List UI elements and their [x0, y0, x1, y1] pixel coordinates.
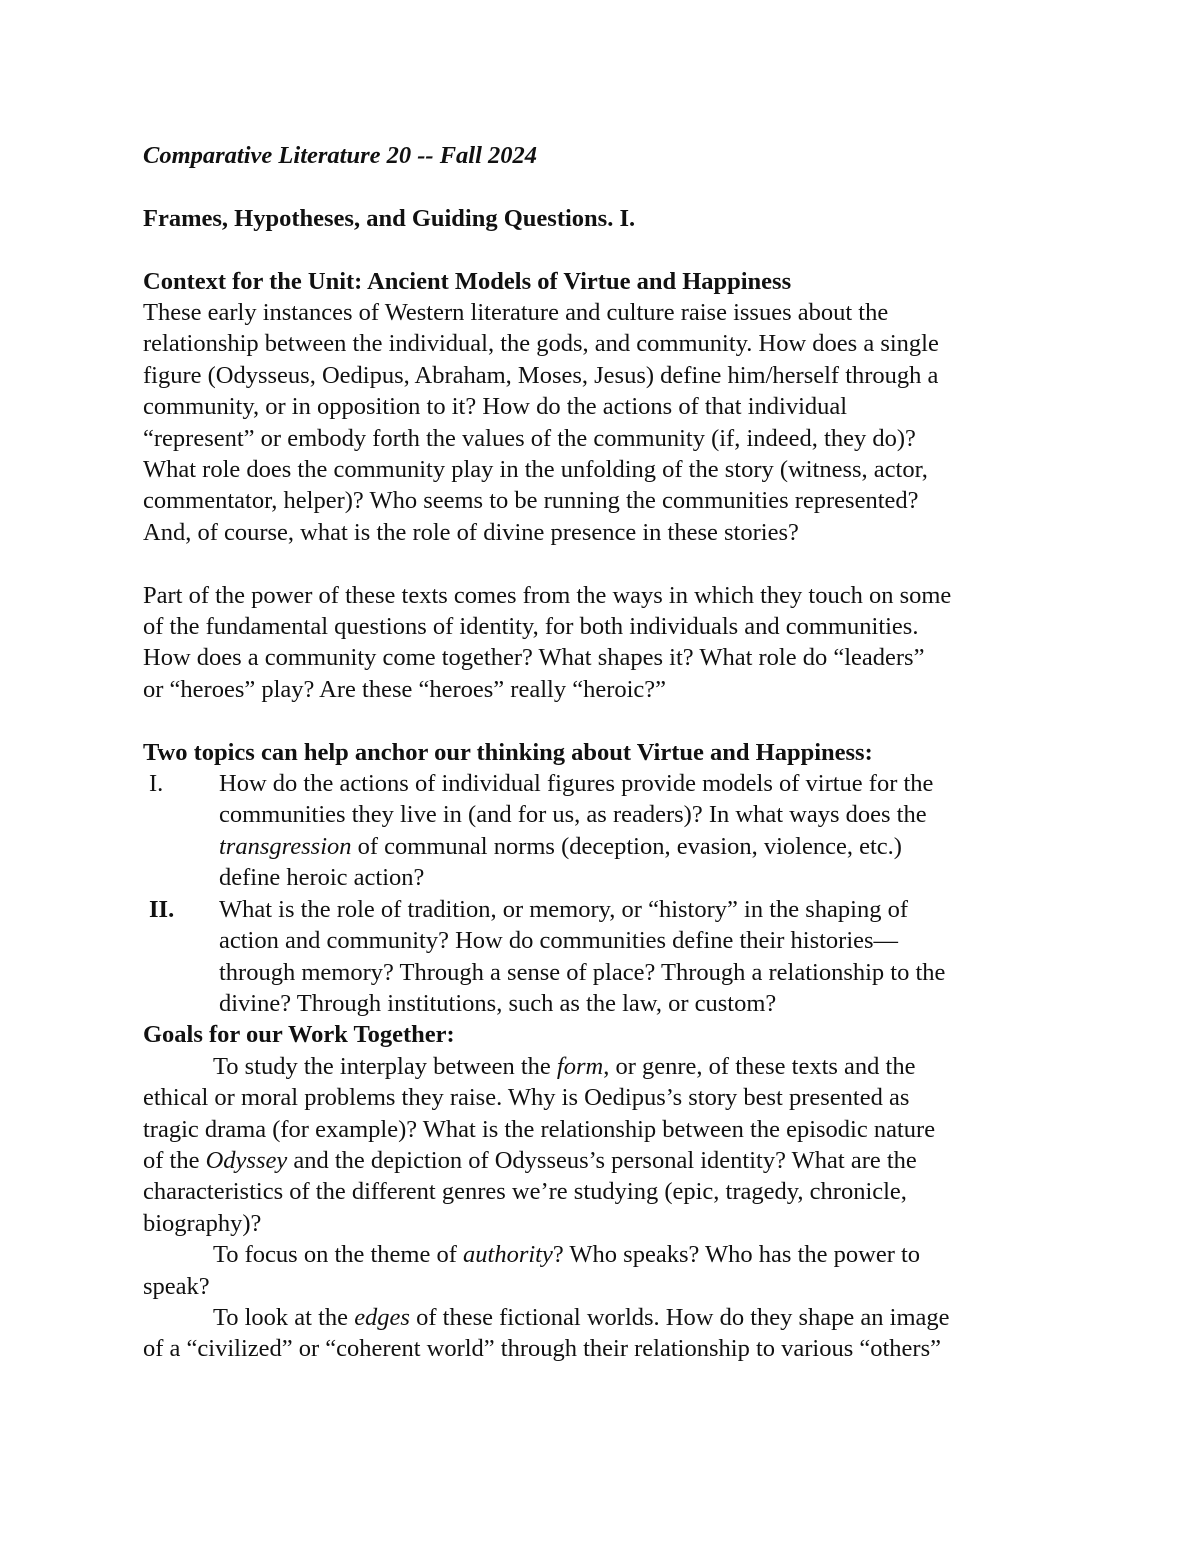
text-run: To focus on the theme of [213, 1241, 464, 1269]
paragraph-line: community, or in opposition to it? How do the actions of that individual [143, 393, 848, 421]
text-run: of the [143, 1146, 206, 1174]
emphasis-text: edges [354, 1303, 410, 1331]
power-paragraph [143, 580, 1058, 706]
paragraph-line [143, 1239, 1058, 1270]
goal-paragraph-1 [143, 1051, 1058, 1239]
emphasis-text: authority [463, 1241, 553, 1269]
paragraph-line: “represent” or embody forth the values of the community (if, indeed, they do)? [143, 424, 916, 452]
paragraph-line: Part of the power of these texts comes from the ways in which they touch on some [143, 581, 952, 609]
document-title: Comparative Literature 20 -- Fall 2024 [143, 142, 538, 169]
paragraph-line: characteristics of the different genres we’re studying (epic, tragedy, chronicle, [143, 1178, 907, 1206]
paragraph-line: ethical or moral problems they raise. Why is Oedipus’s story best presented as [143, 1084, 910, 1112]
paragraph-line: commentator, helper)? Who seems to be running the communities represented? [143, 487, 919, 515]
paragraph-line: relationship between the individual, the gods, and community. How does a single [143, 330, 939, 358]
paragraph-line: speak? [143, 1272, 210, 1300]
paragraph-line: tragic drama (for example)? What is the relationship between the episodic nature [143, 1115, 936, 1143]
topic-line [219, 831, 1058, 862]
paragraph-line: or “heroes” play? Are these “heroes” really “heroic?” [143, 675, 667, 703]
topic-line: through memory? Through a sense of place? Through a relationship to the [219, 958, 946, 986]
paragraph-line: of a “civilized” or “coherent world” through their relationship to various “others” [143, 1335, 941, 1363]
document-subtitle: Frames, Hypotheses, and Guiding Questions. I. [143, 204, 636, 232]
topic-line: action and community? How do communities define their histories— [219, 927, 899, 955]
goal-paragraph-2 [143, 1239, 1058, 1302]
topic-marker: I. [149, 770, 164, 798]
text-run: and the depiction of Odysseus’s personal identity? What are the [287, 1146, 917, 1174]
topic-line: How do the actions of individual figures provide models of virtue for the [219, 770, 934, 798]
topic-item-1 [143, 768, 1058, 894]
paragraph-line: What role does the community play in the unfolding of the story (witness, actor, [143, 456, 928, 484]
paragraph-line [143, 1302, 1058, 1333]
paragraph-line: How does a community come together? What shapes it? What role do “leaders” [143, 644, 925, 672]
goals-heading: Goals for our Work Together: [143, 1021, 455, 1049]
paragraph-line: These early instances of Western literature and culture raise issues about the [143, 299, 889, 326]
emphasis-text: form [556, 1052, 604, 1080]
emphasis-text: transgression [219, 832, 352, 860]
spacer [143, 705, 1058, 736]
paragraph-line: biography)? [143, 1209, 262, 1237]
spacer [143, 234, 1058, 265]
paragraph-line: And, of course, what is the role of divine presence in these stories? [143, 518, 799, 546]
text-run: of these fictional worlds. How do they shape an image [409, 1303, 950, 1331]
topic-line: divine? Through institutions, such as the law, or custom? [219, 989, 777, 1017]
topic-line: communities they live in (and for us, as readers)? In what ways does the [219, 801, 927, 829]
text-run: ? Who speaks? Who has the power to [552, 1241, 921, 1269]
paragraph-line [143, 1145, 1058, 1176]
context-paragraph [143, 297, 1058, 548]
emphasis-text: Odyssey [205, 1146, 288, 1174]
paragraph-line: figure (Odysseus, Oedipus, Abraham, Moses, Jesus) define him/herself through a [143, 361, 939, 389]
topic-line: define heroic action? [219, 864, 425, 892]
topic-item-2 [143, 894, 1058, 1020]
text-run: To look at the [213, 1303, 355, 1331]
topic-marker: II. [149, 895, 175, 923]
paragraph-line: of the fundamental questions of identity, for both individuals and communities. [143, 613, 919, 641]
paragraph-line [143, 1051, 1058, 1082]
context-heading: Context for the Unit: Ancient Models of Virtue and Happiness [143, 267, 792, 295]
spacer [143, 548, 1058, 579]
spacer [143, 171, 1058, 202]
topic-line: What is the role of tradition, or memory, or “history” in the shaping of [219, 895, 909, 923]
topic-line-rest: of communal norms (deception, evasion, violence, etc.) [351, 832, 902, 860]
text-run: , or genre, of these texts and the [603, 1052, 916, 1080]
goal-paragraph-3 [143, 1302, 1058, 1365]
topics-heading: Two topics can help anchor our thinking about Virtue and Happiness: [143, 738, 873, 766]
document-page [143, 140, 1058, 1365]
text-run: To study the interplay between the [213, 1052, 557, 1080]
